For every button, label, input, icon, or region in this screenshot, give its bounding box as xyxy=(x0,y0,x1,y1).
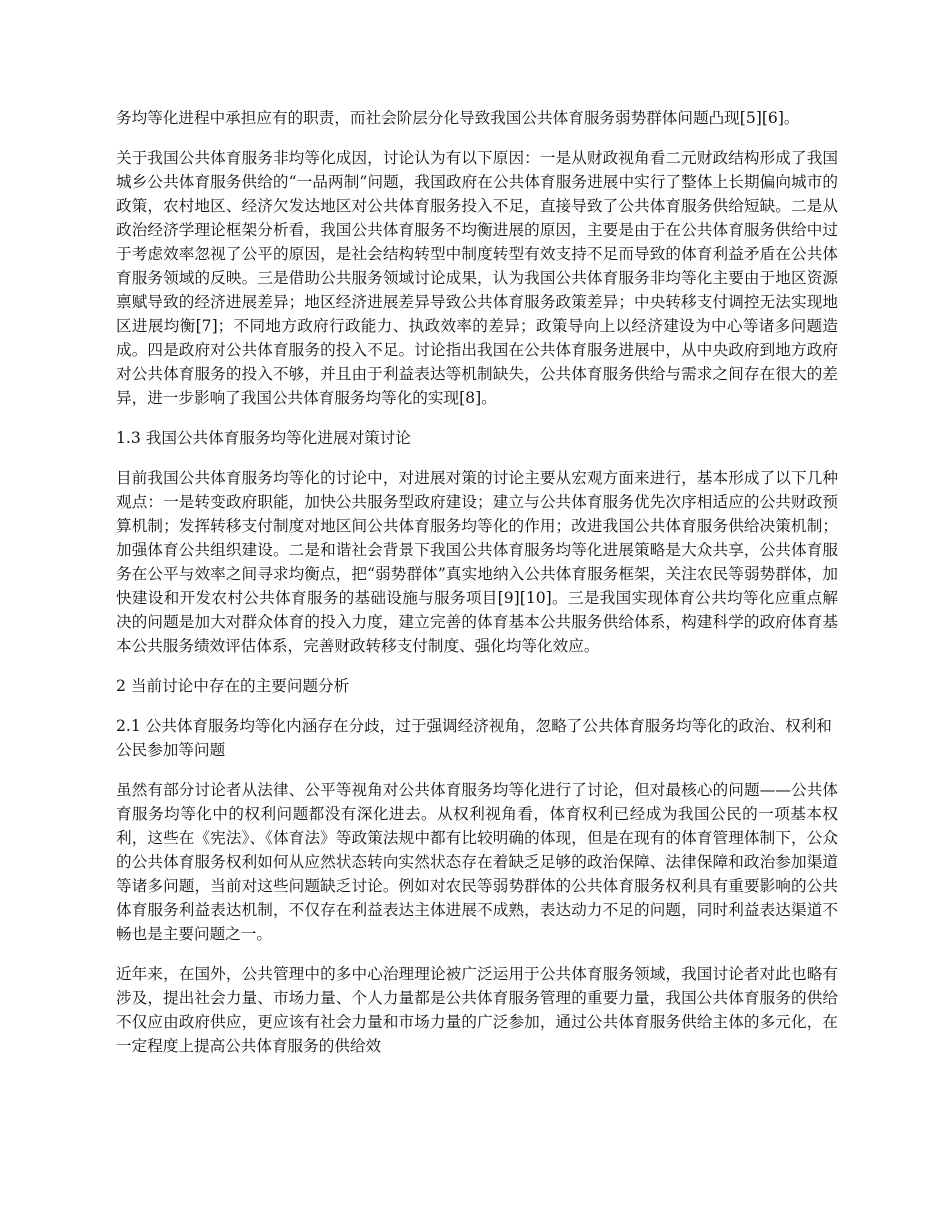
section-heading: 1.3 我国公共体育服务均等化进展对策讨论 xyxy=(116,429,411,447)
body-paragraph: 近年来，在国外，公共管理中的多中心治理理论被广泛运用于公共体育服务领域，我国讨论者对此也略有涉及，提出社会力量、市场力量、个人力量都是公共体育服务管理的重要力量，我国公共体育服务的供给不仅应由政府供应，更应该有社会力量和市场力量的广泛参加，通过公共体育服务供给主体的多元化，在一定程度上提高公共体育服务的供给效 xyxy=(116,965,838,1055)
subsection-heading: 2.1 公共体育服务均等化内涵存在分歧，过于强调经济视角，忽略了公共体育服务均等化的政治、权利和公民参加等问题 xyxy=(116,717,832,759)
body-paragraph: 关于我国公共体育服务非均等化成因，讨论认为有以下原因：一是从财政视角看二元财政结构形成了我国城乡公共体育服务供给的“一品两制”问题，我国政府在公共体育服务进展中实行了整体上长期偏向城市的政策，农村地区、经济欠发达地区对公共体育服务投入不足，直接导致了公共体育服务供给短缺。二是从政治经济学理论框架分析看，我国公共体育服务不均衡进展的原因，主要是由于在公共体育服务供给中过于考虑效率忽视了公平的原因，是社会结构转型中制度转型有效支持不足而导致的体育利益矛盾在公共体育服务领域的反映。三是借助公共服务领域讨论成果，认为我国公共体育服务非均等化主要由于地区资源禀赋导致的经济进展差异；地区经济进展差异导致公共体育服务政策差异；中央转移支付调控无法实现地区进展均衡[7]；不同地方政府行政能力、执政效率的差异；政策导向上以经济建设为中心等诸多问题造成。四是政府对公共体育服务的投入不足。讨论指出我国在公共体育服务进展中，从中央政府到地方政府对公共体育服务的投入不够，并且由于利益表达等机制缺失，公共体育服务供给与需求之间存在很大的差异，进一步影响了我国公共体育服务均等化的实现[8]。 xyxy=(116,149,838,407)
body-paragraph: 务均等化进程中承担应有的职责，而社会阶层分化导致我国公共体育服务弱势群体问题凸现[5][6]。 xyxy=(116,109,800,127)
body-paragraph: 目前我国公共体育服务均等化的讨论中，对进展对策的讨论主要从宏观方面来进行，基本形成了以下几种观点：一是转变政府职能，加快公共服务型政府建设；建立与公共体育服务优先次序相适应的公共财政预算机制；发挥转移支付制度对地区间公共体育服务均等化的作用；改进我国公共体育服务供给决策机制；加强体育公共组织建设。二是和谐社会背景下我国公共体育服务均等化进展策略是大众共享，公共体育服务在公平与效率之间寻求均衡点，把“弱势群体”真实地纳入公共体育服务框架，关注农民等弱势群体，加快建设和开发农村公共体育服务的基础设施与服务项目[9][10]。三是我国实现体育公共均等化应重点解决的问题是加大对群众体育的投入力度，建立完善的体育基本公共服务供给体系，构建科学的政府体育基本公共服务绩效评估体系，完善财政转移支付制度、强化均等化效应。 xyxy=(116,469,838,655)
body-paragraph: 虽然有部分讨论者从法律、公平等视角对公共体育服务均等化进行了讨论，但对最核心的问题——公共体育服务均等化中的权利问题都没有深化进去。从权利视角看，体育权利已经成为我国公民的一项基本权利，这些在《宪法》、《体育法》等政策法规中都有比较明确的体现，但是在现有的体育管理体制下，公众的公共体育服务权利如何从应然状态转向实然状态存在着缺乏足够的政治保障、法律保障和政治参加渠道等诸多问题，当前对这些问题缺乏讨论。例如对农民等弱势群体的公共体育服务权利具有重要影响的公共体育服务利益表达机制，不仅存在利益表达主体进展不成熟，表达动力不足的问题，同时利益表达渠道不畅也是主要问题之一。 xyxy=(116,781,838,943)
section-heading: 2 当前讨论中存在的主要问题分析 xyxy=(116,677,350,695)
document-page xyxy=(116,106,838,1074)
